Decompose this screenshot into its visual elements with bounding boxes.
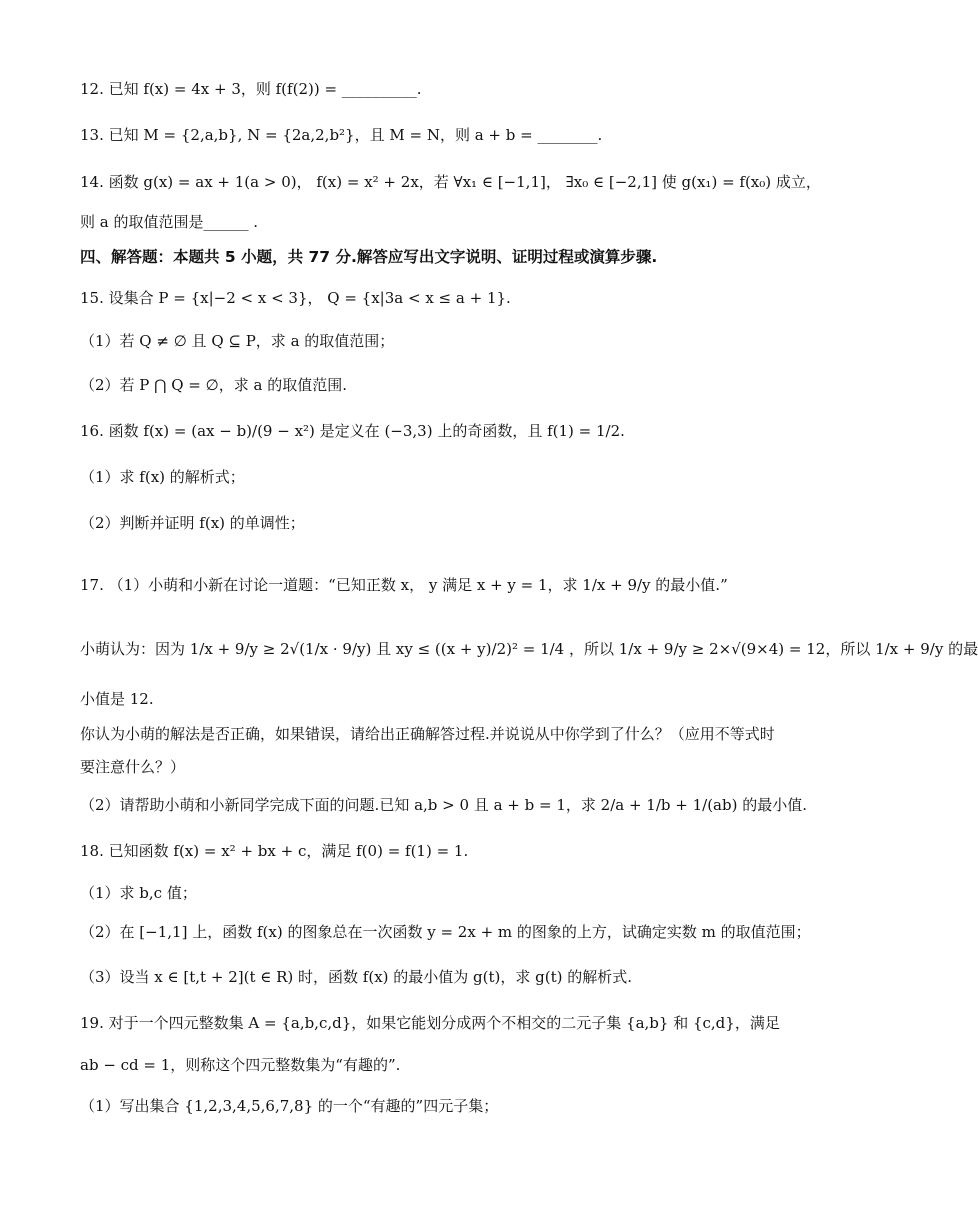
problem-19-line-2: ab − cd = 1，则称这个四元整数集为“有趣的”. [80,1056,401,1074]
problem-19-line-1: 19. 对于一个四元整数集 A = {a,b,c,d}，如果它能划分成两个不相交的二元子集 {a,b} 和 {c,d}，满足 [80,1014,780,1032]
problem-17: 17. （1）小萌和小新在讨论一道题：“已知正数 x， y 满足 x + y = 1，求 1/x + 9/y 的最小值.” [80,576,728,594]
problem-14-line-1: 14. 函数 g(x) = ax + 1(a > 0)， f(x) = x² + 2x，若 ∀x₁ ∈ [−1,1]， ∃x₀ ∈ [−2,1] 使 g(x₁) = f(x₀) 成立， [80,173,821,191]
problem-17-part-2: （2）请帮助小萌和小新同学完成下面的问题.已知 a,b > 0 且 a + b = 1，求 2/a + 1/b + 1/(ab) 的最小值. [80,796,807,814]
problem-19-part-1: （1）写出集合 {1,2,3,4,5,6,7,8} 的一个“有趣的”四元子集； [80,1097,499,1115]
problem-17-min-value: 小值是 12. [80,690,154,708]
problem-17-xiaomeng-reasoning: 小萌认为：因为 1/x + 9/y ≥ 2√(1/x · 9/y) 且 xy ≤ ((x + y)/2)² = 1/4 ，所以 1/x + 9/y ≥ 2×√(9×4) = 12，所以 1/x + 9/y 的最 [80,640,978,658]
problem-18-part-1: （1）求 b,c 值； [80,884,197,902]
problem-15-part-2: （2）若 P ⋂ Q = ∅，求 a 的取值范围. [80,376,347,394]
section-heading-answer-questions: 四、解答题：本题共 5 小题，共 77 分.解答应写出文字说明、证明过程或演算步骤. [80,248,658,266]
problem-13: 13. 已知 M = {2,a,b}, N = {2a,2,b²}，且 M = N，则 a + b = ________. [80,126,603,144]
problem-15-part-1: （1）若 Q ≠ ∅ 且 Q ⊆ P，求 a 的取值范围； [80,332,395,350]
problem-14-line-2: 则 a 的取值范围是______ . [80,213,259,231]
problem-17-question-line-1: 你认为小萌的解法是否正确，如果错误，请给出正确解答过程.并说说从中你学到了什么？（应用不等式时 [80,725,775,743]
problem-15: 15. 设集合 P = {x|−2 < x < 3}， Q = {x|3a < x ≤ a + 1}. [80,289,511,307]
problem-17-question-line-2: 要注意什么？） [80,758,186,776]
problem-18-part-3: （3）设当 x ∈ [t,t + 2](t ∈ R) 时，函数 f(x) 的最小值为 g(t)，求 g(t) 的解析式. [80,968,633,986]
problem-18-part-2: （2）在 [−1,1] 上，函数 f(x) 的图象总在一次函数 y = 2x + m 的图象的上方，试确定实数 m 的取值范围； [80,923,811,941]
problem-12: 12. 已知 f(x) = 4x + 3，则 f(f(2)) = __________. [80,80,422,98]
problem-16: 16. 函数 f(x) = (ax − b)/(9 − x²) 是定义在 (−3,3) 上的奇函数，且 f(1) = 1/2. [80,422,625,440]
problem-16-part-1: （1）求 f(x) 的解析式； [80,468,245,486]
problem-16-part-2: （2）判断并证明 f(x) 的单调性； [80,514,305,532]
problem-18: 18. 已知函数 f(x) = x² + bx + c，满足 f(0) = f(1) = 1. [80,842,469,860]
